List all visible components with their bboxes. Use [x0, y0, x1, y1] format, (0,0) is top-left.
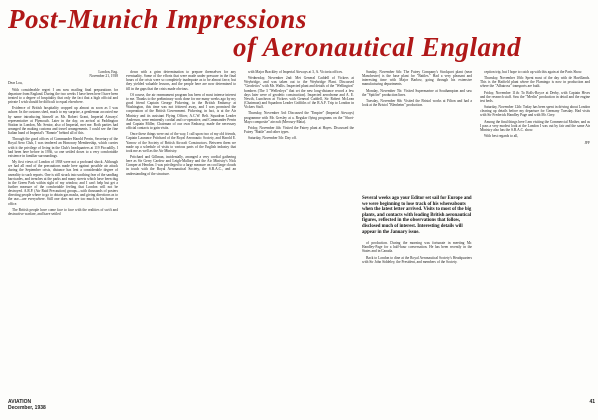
paragraph: Back to London to dine at the Royal Aeronautical Society's Headquarters with Sir John Siddeley, the President, and members of the Society.	[362, 255, 472, 264]
paragraph: Thursday, November 10th: Spent most of the day with de Havillands. This is the Hatfield plant where the Flamingo is now in production and where the "Albatross" transports are built.	[480, 76, 590, 89]
paragraph: With considerable regret I am now mailing final preparations for departure from England. During the two weeks I have been here I have been treated to a degree of hospitality that only the fact that a high official and private I wish should be difficult to equal elsewhere.	[8, 87, 118, 105]
column-4	[362, 70, 472, 390]
paragraph: Friday, November 4th: Visited the Fairey plant at Hayes. Discussed the Fairey "Battle" and other types.	[244, 125, 354, 135]
editor-note-pullquote: Several weeks ago your Editor set sail for Europe and we were beginning to lose track of his whereabouts when the latest letter arrived. Visits to most of the big plants, and contacts with leading British aeronautical figures, reflected in the observations that follow, disclosed much of interest. Interesting details will appear in the January issue.	[362, 196, 472, 235]
article-title	[8, 4, 593, 64]
column-3	[244, 70, 354, 390]
paragraph: Tuesday, November 8th: Visited the Bristol works at Filton and had a look at the Bristol "Blenheim" production.	[362, 98, 472, 108]
paragraph: Saturday, November 5th: Day off.	[248, 136, 297, 141]
title-line-1: Post-Munich Impressions	[8, 4, 307, 34]
dateline: London, Eng. November 21, 1938	[89, 70, 118, 79]
paragraph: Friday, November 11th: To Rolls-Royce at Derby, with Captain Hives and the research staff. Saw the "Merlin" production in detail and the engine test beds.	[480, 90, 590, 103]
salutation: Dear Lou,	[8, 81, 23, 86]
paragraph: down with a grim determination to prepare themselves for any eventuality. Some of the efforts that were made under pressure in the final hours of the crisis were so completely inadequate as to be almost farce, but they yielded valuable lessons, and the people here are now determined to fill in the gaps that the crisis made obvious.	[126, 70, 236, 91]
footer-publication: AVIATION December, 1938	[8, 399, 46, 411]
paragraph: Through the good offices of Commander Harold Perrin, Secretary of the Royal Aero Club, I was tendered an Honorary Membership, which carries with it the privilege of living in the Club's headquarters at 119 Piccadilly. I had been here before in 1936, so one settled down to a very comfortable existence in familiar surroundings.	[8, 137, 118, 158]
paragraph: The British people have come face to face with the realities of swift and destructive warfare, and have settled	[8, 207, 118, 216]
paragraph: Saturday, November 12th: Today has been spent in driving about London clearing up details before my departure for Germany Tuesday. Had visits with Sir Frederick Handley Page and with Mr. Grey.	[480, 105, 590, 118]
signoff: JFF	[584, 141, 590, 146]
paragraph: Of course, the air rearmament program has been of most intense interest to me. Thanks to the preliminary work done for me many weeks ago by my good friend Captain George Pickering, in the British Embassy at Washington, this time was not frittered away, and I was promised the cooperation of the British Government. Pickering, in fact, is at the Air Ministry and its assistant Flying Officer, A.C.W. Belt. Squadron Leader Anderson, were eminently cordial and co-operative, and Commander Perrin and Captain Miller, Chairman of our own Embassy, made the necessary official contacts to gain visits.	[126, 92, 236, 131]
column-2	[126, 70, 236, 390]
paragraph: Evidence of British hospitality cropped up almost as soon as I was ashore. In the customs shed, much to my surprise, a gentleman accosted me by name introducing himself as Mr. Robert Grant, Imperial Airways' representative at Plymouth. Later in the day, on arrival at Paddington Station in London, Mr. Senior, also of Imperial, met me. Both parties had arranged the making customs and travel arrangements. I could see the fine Italian hand of Imperial's "Ronnie" behind all of this.	[8, 106, 118, 136]
page-number: 41	[589, 399, 595, 405]
paragraph: With best regards to all,	[484, 134, 519, 139]
column-1	[8, 70, 118, 390]
paragraph: Pritchard and Gillman, incidentally, arranged a very cordial gathering here as Sir Gerry Cardew and Leigh-Mallory and the Air Ministry's Nick Comper at Hendon. I was privileged to a large measure on cool large clouds in touch with the Royal Aeronautical Society, the S.B.A.C., and an understanding of the structure.	[126, 154, 236, 176]
paragraph: Among the final things here I am visiting the Commercial Mother, and as I pass a very modest look at the London I was out by fair and the same Air Ministry also has the S.B.A.C. show.	[480, 119, 590, 132]
paragraph: Monday, November 7th: Visited Supermarine at Southampton and saw the "Spitfire" production lines.	[362, 88, 472, 97]
paragraph: Sunday, November 6th: The Fairey Company's Stockport plant (near Manchester) is the base plant for "Battles." Had a very pleasant and interesting time with Major Barlow, going through his extensive manufacturing departments.	[362, 70, 472, 87]
article-body	[8, 70, 593, 390]
paragraph: ception trip, but I hope to catch up with this again at the Paris Show.	[484, 70, 583, 74]
paragraph: with Major Brackley of Imperial Airways at 3, A. Victoria offices.	[248, 70, 343, 74]
paragraph: Wednesday, November 2nd: Met General Caddell of Vickers at Weybridge, and was taken out to the Weybridge Plant. Discussed "Geodetics" with Mr. Wallis. Inspected plant and details of the "Wellington" bombers (The 3 "Wellesleys" that set the new long-distance record a few days later were of geodetic construction). Inspected aerodrome and A. E. Newth, Luncheon at Vickers with General Caddell, Sir Robert McLean (Chairman) and Squadron Leader Griffiths of the R.A.F. Trip to London in Vickers Staff.	[244, 76, 354, 110]
column-4-upper	[362, 70, 472, 190]
paragraph: Once these things were out of the way, I call upon two of my old friends, Captain Laurance Pritchard of the Royal Aeronautic Society, and Harold E. Yarrow of the Society of British Aircraft Constructors. Between them we made up a schedule of visits to various parts of the English industry that took me as well as the Air Ministry.	[126, 132, 236, 153]
paragraph: of production. During the morning was fortunate in meeting Mr. Handley-Page for a half-hour conversation. He has been recently in the States and in Canada.	[362, 241, 472, 254]
paragraph: My first views of London of 1938 were not a profound shock. Although we had all read of the precautions made here against possible air attack during the September crisis, distance has lent a considerable degree of unreality to such reports. One is still struck into soothing fear of the sandbag barricades, and trenches at the parks and many streets which have been dug in the Green Park within sight of my window, and I can't help but get a further measure of the comfortable feeling that London will not be destroyed. A.R.P. (Air Raid Precaution) groups—with thousands of posters directing people where to go to obtain gas masks, and giving directions as to the use—are everywhere. Still one does not see too much in his home or office.	[8, 160, 118, 206]
column-5	[480, 70, 590, 390]
title-line-2: of Aeronautical England	[233, 32, 522, 62]
column-4-lower	[362, 241, 472, 266]
paragraph: Thursday, November 3rd: Discussed the "Empire" (Imperial Airways) programme with Mr. Gresley at a. Regular flying programs on the "Short-Mayo composite" aircraft (Mercury-Maia).	[244, 111, 354, 124]
